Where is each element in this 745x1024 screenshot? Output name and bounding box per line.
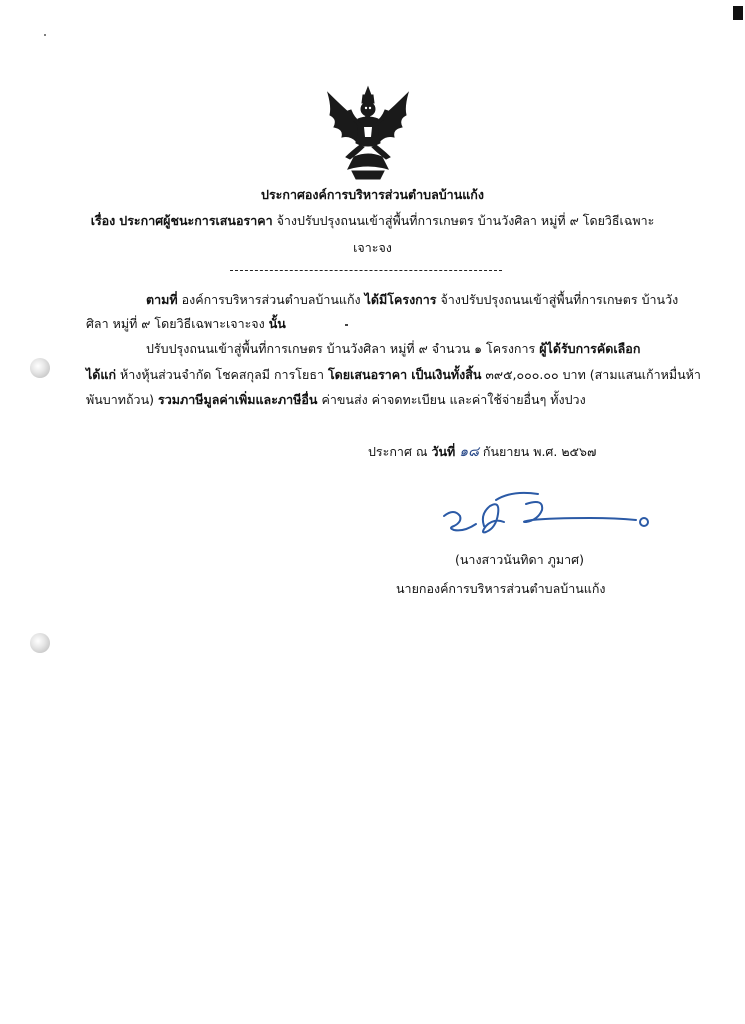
handwritten-signature xyxy=(440,486,660,546)
para1-org: องค์การบริหารส่วนตำบลบ้านแก้ง xyxy=(181,292,361,307)
para2-selected: ผู้ได้รับการคัดเลือก xyxy=(539,341,641,356)
subject-line xyxy=(0,213,745,229)
paragraph-1-line-2 xyxy=(86,316,286,332)
punch-hole xyxy=(30,358,50,378)
divider-line xyxy=(230,270,502,271)
punch-hole xyxy=(30,633,50,653)
para2-project: ปรับปรุงถนนเข้าสู่พื้นที่การเกษตร บ้านวังศิลา หมู่ที่ ๙ จำนวน ๑ โครงการ xyxy=(146,341,536,356)
signer-position: นายกองค์การบริหารส่วนตำบลบ้านแก้ง xyxy=(396,581,606,596)
paragraph-2-line-1 xyxy=(146,341,640,357)
subject-bold: ประกาศผู้ชนะการเสนอราคา xyxy=(119,213,273,228)
para2-amount-words-end: พันบาทถ้วน) xyxy=(86,392,154,407)
para2-currency: บาท (สามแสนเก้าหมื่นห้า xyxy=(562,367,701,382)
para1-project: จ้างปรับปรุงถนนเข้าสู่พื้นที่การเกษตร บ้านวัง xyxy=(440,292,679,307)
signer-name: (นางสาวนันทิดา ภูมาศ) xyxy=(455,552,584,567)
para1-end: นั้น xyxy=(268,316,286,331)
scan-speck xyxy=(44,34,46,36)
para2-company: ห้างหุ้นส่วนจำกัด โชคสกุลมี การโยธา xyxy=(120,367,324,382)
para2-by-bid: โดยเสนอราคา xyxy=(327,367,408,382)
para2-fees: ค่าขนส่ง ค่าจดทะเบียน และค่าใช้จ่ายอื่นๆ ทั้งปวง xyxy=(321,392,586,407)
month-year: กันยายน พ.ศ. ๒๕๖๗ xyxy=(482,444,597,459)
para1-lead: ตามที่ xyxy=(146,292,178,307)
document-title: ประกาศองค์การบริหารส่วนตำบลบ้านแก้ง xyxy=(261,187,484,202)
paragraph-2-line-2 xyxy=(86,367,701,383)
scan-speck xyxy=(345,324,348,326)
announcement-date xyxy=(368,444,596,460)
para2-awarded-to: ได้แก่ xyxy=(86,367,117,382)
subject-label: เรื่อง xyxy=(90,213,116,228)
para1-has-project: ได้มีโครงการ xyxy=(364,292,437,307)
garuda-emblem-icon xyxy=(318,85,418,181)
paragraph-2-line-3 xyxy=(86,392,586,408)
subject-text: จ้างปรับปรุงถนนเข้าสู่พื้นที่การเกษตร บ้านวังศิลา หมู่ที่ ๙ โดยวิธีเฉพาะ xyxy=(276,213,655,228)
subject-line-2: เจาะจง xyxy=(353,240,392,255)
para1-project-cont: ศิลา หมู่ที่ ๙ โดยวิธีเฉพาะเจาะจง xyxy=(86,316,265,331)
day-label: วันที่ xyxy=(431,444,456,459)
para2-vat: รวมภาษีมูลค่าเพิ่มและภาษีอื่น xyxy=(157,392,318,407)
handwritten-day: ๑๘ xyxy=(459,444,479,460)
announcement-prefix: ประกาศ ณ xyxy=(368,444,428,459)
scan-corner-mark xyxy=(733,6,743,20)
paragraph-1-line-1 xyxy=(146,292,678,308)
para2-total-label: เป็นเงินทั้งสิ้น xyxy=(411,367,482,382)
para2-amount: ๓๙๕,๐๐๐.๐๐ xyxy=(485,367,559,382)
